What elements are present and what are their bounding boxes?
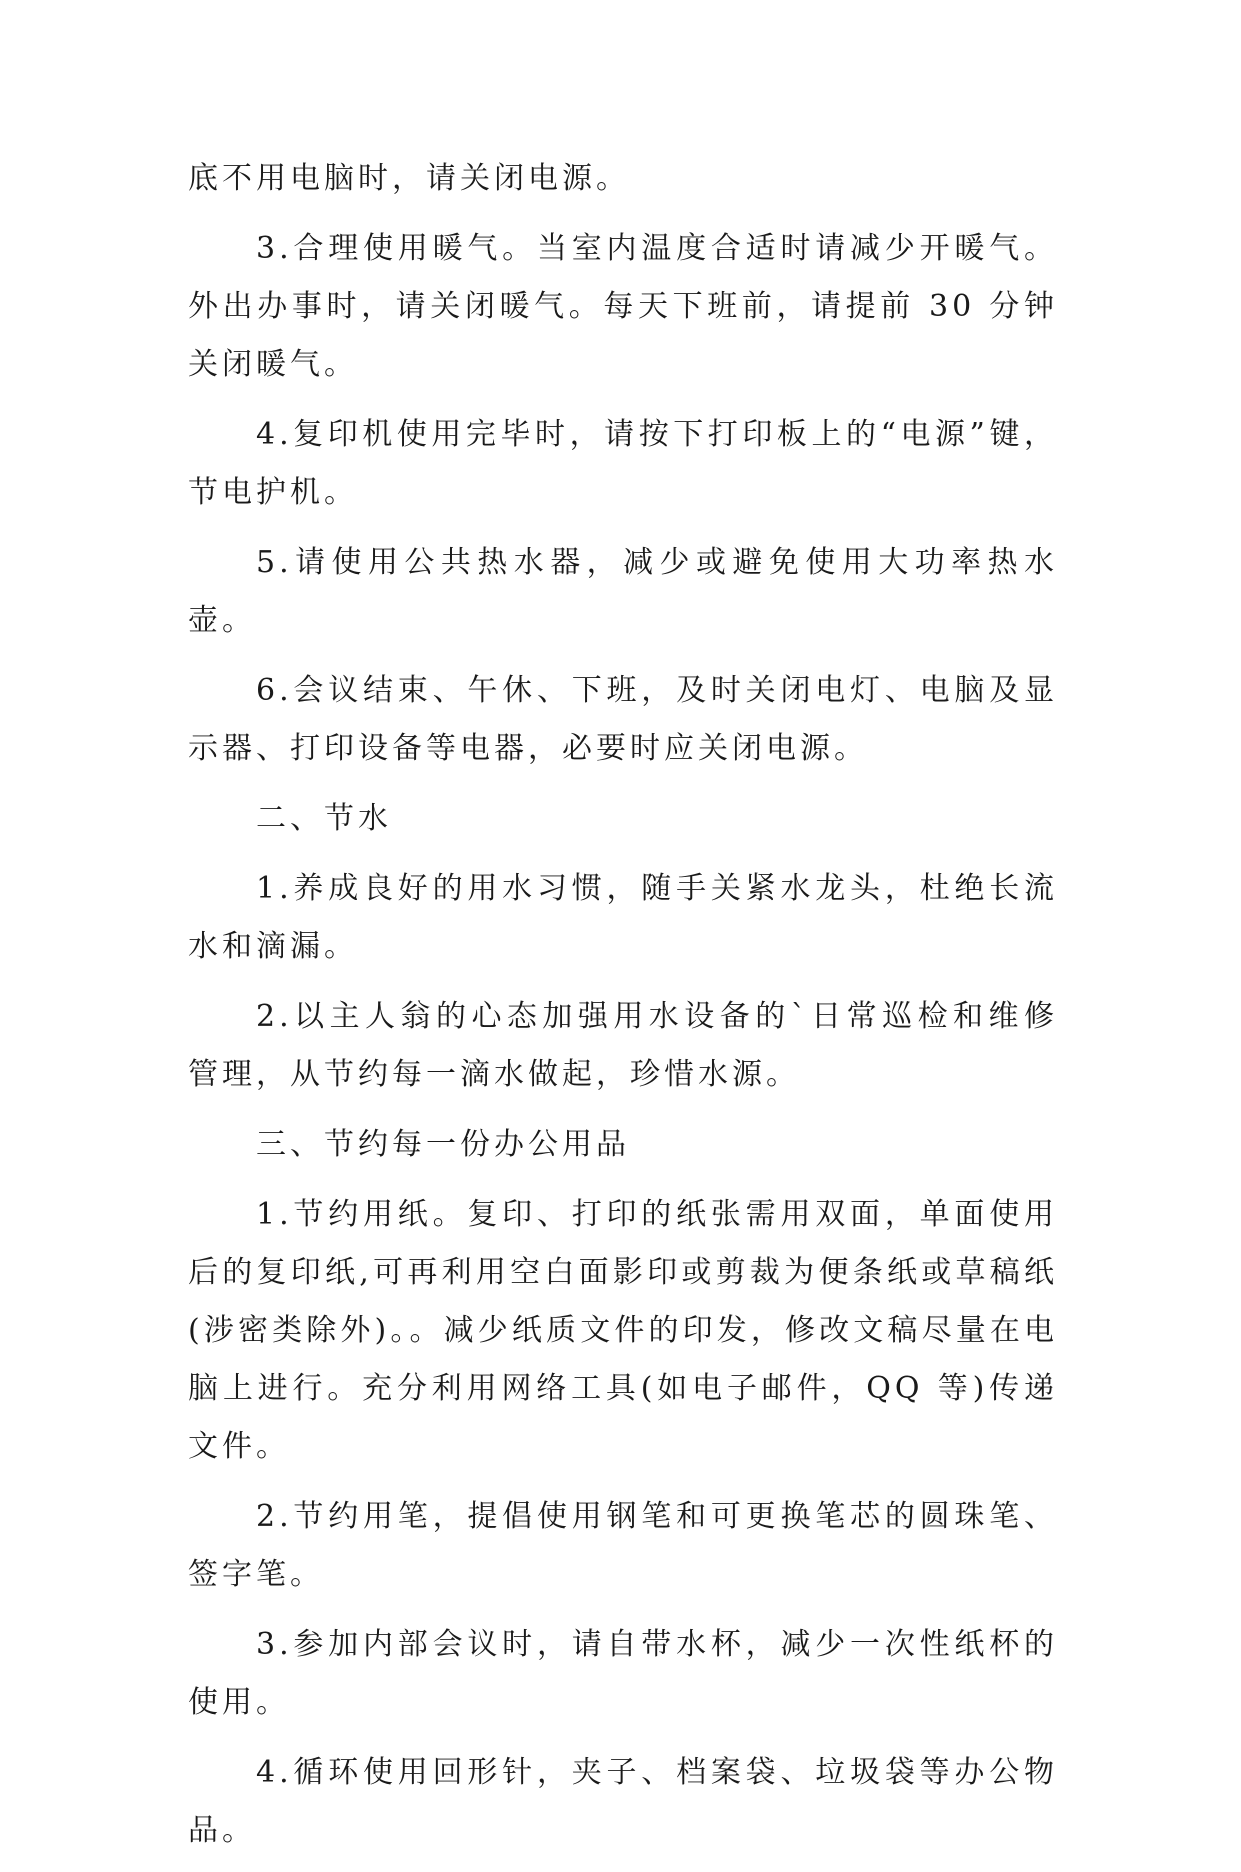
paragraph-copier: 4.复印机使用完毕时，请按下打印板上的“电源”键，节电护机。	[188, 417, 1058, 510]
section-heading-supplies: 三、节约每一份办公用品	[256, 1127, 630, 1162]
paragraph-continuation: 底不用电脑时，请关闭电源。	[188, 161, 630, 196]
paragraph-water-heater: 5.请使用公共热水器，减少或避免使用大功率热水壶。	[188, 545, 1058, 638]
paragraph-water-habits: 1.养成良好的用水习惯，随手关紧水龙头，杜绝长流水和滴漏。	[188, 871, 1058, 964]
paragraph-recycle-supplies: 4.循环使用回形针，夹子、档案袋、垃圾袋等办公物品。	[188, 1755, 1058, 1848]
paragraph-cups: 3.参加内部会议时，请自带水杯，减少一次性纸杯的使用。	[188, 1627, 1058, 1720]
paragraph-heating: 3.合理使用暖气。当室内温度合适时请减少开暖气。外出办事时，请关闭暖气。每天下班前，请提前 30 分钟关闭暖气。	[188, 231, 1058, 382]
document-body	[188, 150, 1058, 1872]
paragraph-power-off: 6.会议结束、午休、下班，及时关闭电灯、电脑及显示器、打印设备等电器，必要时应关闭电源。	[188, 673, 1058, 766]
section-heading-water: 二、节水	[256, 801, 392, 836]
paragraph-paper: 1.节约用纸。复印、打印的纸张需用双面，单面使用后的复印纸,可再利用空白面影印或剪裁为便条纸或草稿纸(涉密类除外)。。减少纸质文件的印发，修改文稿尽量在电脑上进行。充分利用网络工具(如电子邮件，QQ 等)传递文件。	[188, 1197, 1058, 1464]
paragraph-water-maintenance: 2.以主人翁的心态加强用水设备的`日常巡检和维修管理，从节约每一滴水做起，珍惜水源。	[188, 999, 1058, 1092]
paragraph-pens: 2.节约用笔，提倡使用钢笔和可更换笔芯的圆珠笔、签字笔。	[188, 1499, 1058, 1592]
